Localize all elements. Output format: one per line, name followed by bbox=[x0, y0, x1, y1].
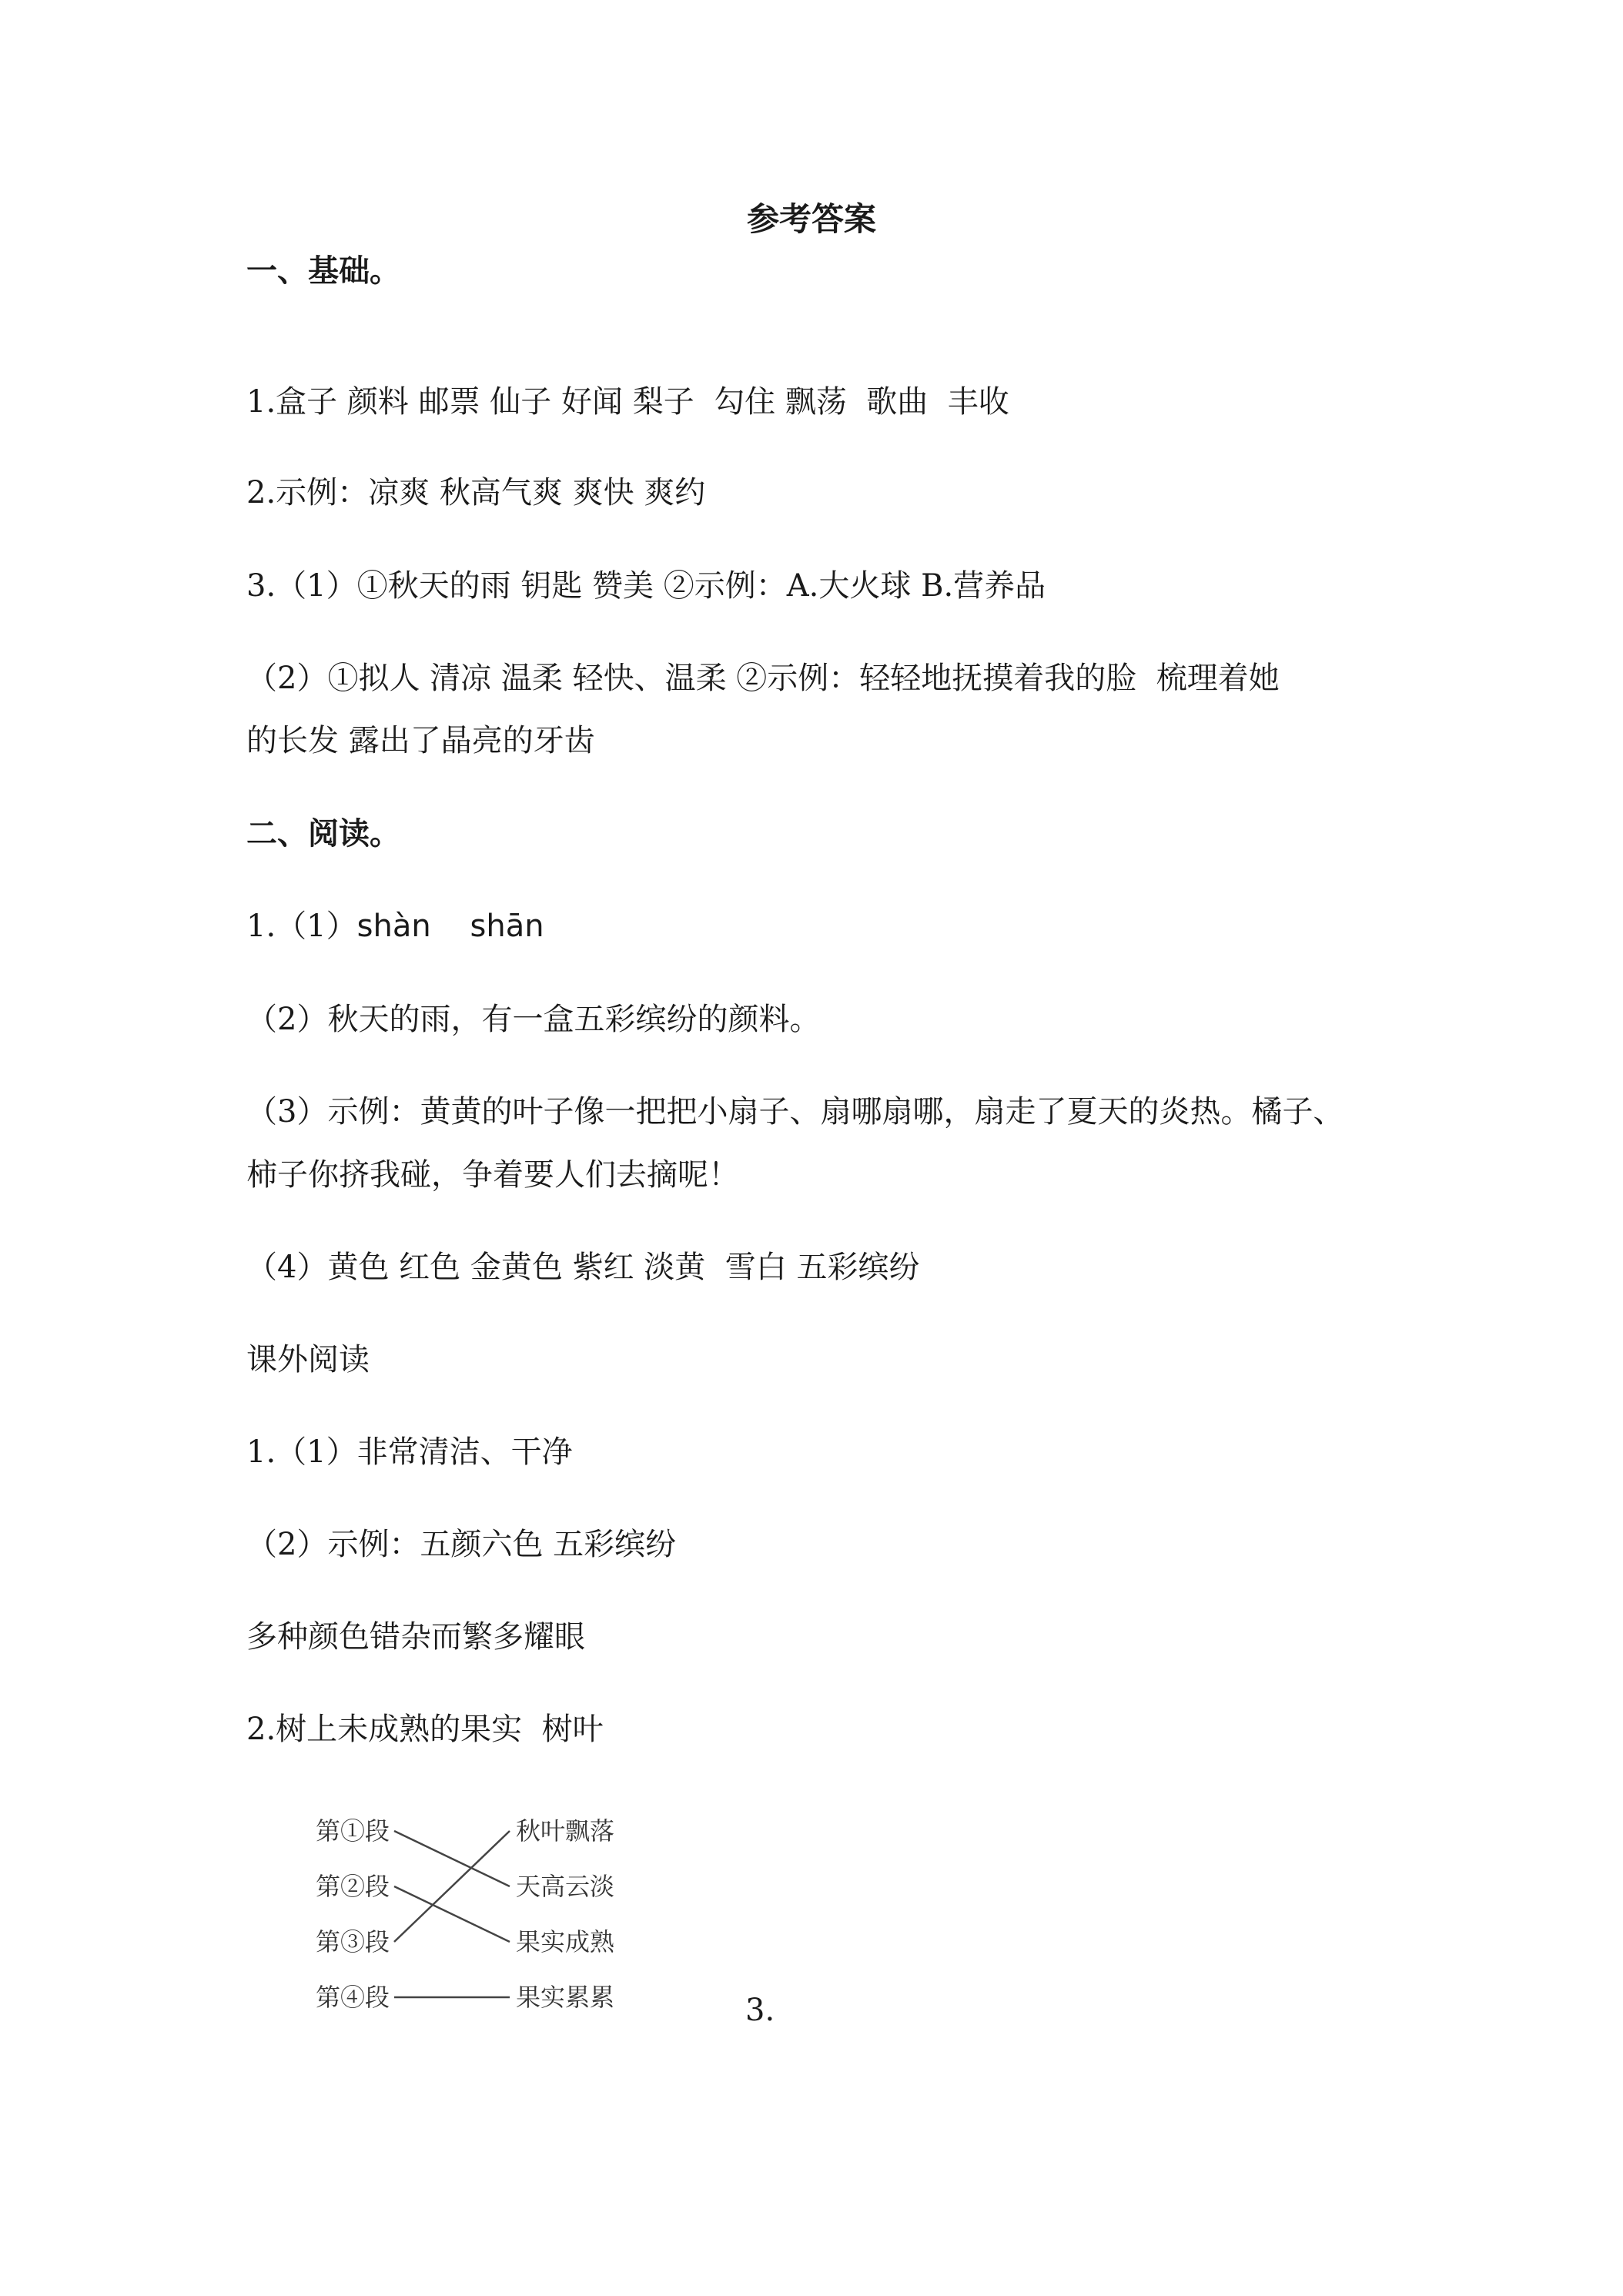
section2-heading: 二、阅读。 bbox=[246, 816, 400, 852]
match-left-item: 第④段 bbox=[316, 1983, 390, 2012]
matching-figure bbox=[308, 1802, 678, 2025]
extra-reading-q1-part1: 1.（1）非常清洁、干净 bbox=[246, 1434, 573, 1470]
extra-reading-heading: 课外阅读 bbox=[246, 1342, 370, 1377]
section2-q1-part2: （2）秋天的雨，有一盒五彩缤纷的颜料。 bbox=[246, 1002, 821, 1037]
match-left-item: 第②段 bbox=[316, 1872, 390, 1901]
section1-q1: 1.盒子 颜料 邮票 仙子 好闻 梨子 勾住 飘荡 歌曲 丰收 bbox=[246, 384, 1009, 420]
section1-q3-part2-line2: 的长发 露出了晶亮的牙齿 bbox=[246, 723, 595, 758]
extra-reading-q2: 2.树上未成熟的果实 树叶 bbox=[246, 1712, 604, 1747]
section1-q3-part1: 3.（1）①秋天的雨 钥匙 赞美 ②示例：A.大火球 B.营养品 bbox=[246, 568, 1046, 604]
section1-heading: 一、基础。 bbox=[246, 253, 400, 289]
section1-q2: 2.示例：凉爽 秋高气爽 爽快 爽约 bbox=[246, 475, 706, 510]
section1-q3-part2-line1: （2）①拟人 清凉 温柔 轻快、温柔 ②示例：轻轻地抚摸着我的脸 梳理着她 bbox=[246, 661, 1280, 696]
extra-reading-q1-note: 多种颜色错杂而繁多耀眼 bbox=[246, 1619, 585, 1655]
extra-reading-q1-part2: （2）示例：五颜六色 五彩缤纷 bbox=[246, 1527, 677, 1562]
section2-q1-part3-line2: 柿子你挤我碰，争着要人们去摘呢！ bbox=[246, 1157, 739, 1193]
match-connector-line bbox=[394, 1831, 510, 1942]
match-right-item: 天高云淡 bbox=[516, 1872, 615, 1901]
match-connector-line bbox=[394, 1886, 510, 1942]
match-right-item: 果实累累 bbox=[516, 1983, 615, 2012]
page-title: 参考答案 bbox=[746, 200, 876, 238]
section2-q1-pinyin: shàn shān bbox=[356, 909, 544, 944]
section2-q1-part1 bbox=[246, 906, 544, 946]
match-right-item: 果实成熟 bbox=[516, 1927, 615, 1956]
match-right-item: 秋叶飘落 bbox=[516, 1816, 615, 1846]
extra-reading-q3-label: 3. bbox=[745, 1993, 775, 2028]
match-left-item: 第③段 bbox=[316, 1927, 390, 1956]
section2-q1-prefix: 1.（1） bbox=[246, 909, 357, 944]
section2-q1-part4: （4）黄色 红色 金黄色 紫红 淡黄 雪白 五彩缤纷 bbox=[246, 1250, 920, 1285]
match-connector-line bbox=[394, 1831, 510, 1886]
match-left-item: 第①段 bbox=[316, 1816, 390, 1846]
section2-q1-part3-line1: （3）示例：黄黄的叶子像一把把小扇子、扇哪扇哪，扇走了夏天的炎热。橘子、 bbox=[246, 1094, 1344, 1130]
